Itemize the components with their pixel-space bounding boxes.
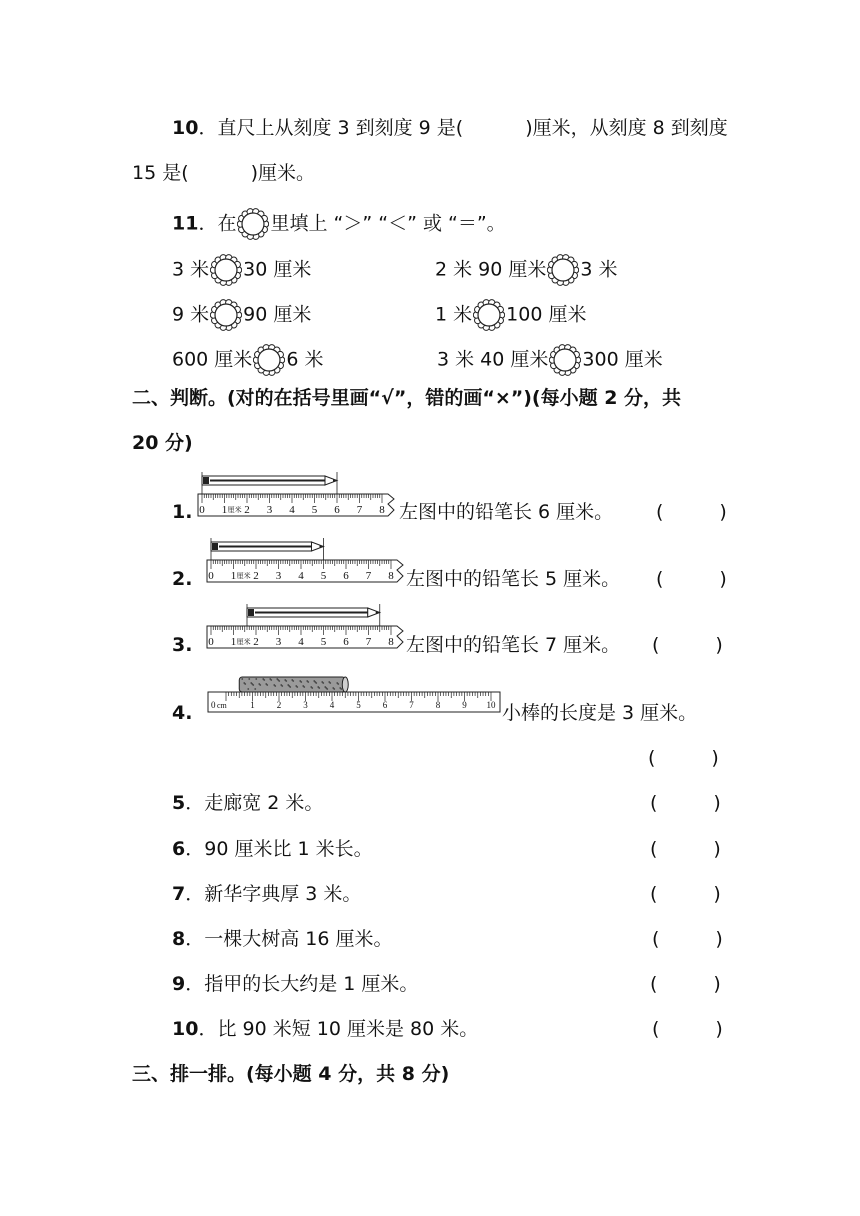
svg-text:7: 7 bbox=[409, 700, 414, 710]
q10-line2 bbox=[132, 160, 315, 186]
flower-circle-icon[interactable] bbox=[253, 344, 285, 376]
q11-intro-b: 里填上 “＞” “＜” 或 “＝”。 bbox=[270, 212, 506, 235]
svg-text:3: 3 bbox=[275, 636, 282, 648]
answer-paren[interactable]: ( ) bbox=[650, 792, 721, 814]
svg-text:cm: cm bbox=[217, 701, 227, 710]
svg-text:厘米: 厘米 bbox=[227, 506, 242, 514]
q10-line1 bbox=[172, 115, 728, 141]
svg-text:4: 4 bbox=[289, 504, 295, 516]
q11-item-2 bbox=[435, 254, 618, 286]
svg-text:0: 0 bbox=[208, 570, 214, 582]
q10-number: 10 bbox=[172, 117, 199, 139]
flower-circle-icon[interactable] bbox=[210, 254, 242, 286]
q11-intro bbox=[172, 208, 506, 240]
svg-text:10: 10 bbox=[486, 700, 496, 710]
q11-item-left: 600 厘米 bbox=[172, 348, 253, 371]
q10-text-c: 15 是( bbox=[132, 162, 189, 184]
q11-number: 11 bbox=[172, 212, 199, 235]
judge-item-number: 6 bbox=[172, 838, 186, 860]
judge-item-number: 4. bbox=[172, 702, 193, 724]
svg-text:7: 7 bbox=[365, 636, 372, 648]
svg-text:0: 0 bbox=[208, 636, 214, 648]
q10-text-b: )厘米，从刻度 8 到刻度 bbox=[525, 117, 728, 139]
judge-item-text: ．新华字典厚 3 米。 bbox=[185, 883, 362, 905]
answer-paren[interactable]: ( ) bbox=[652, 1018, 723, 1040]
answer-paren[interactable]: ( ) bbox=[656, 501, 727, 523]
judge-item-6 bbox=[172, 836, 373, 862]
svg-text:6: 6 bbox=[334, 504, 340, 516]
section2-title-line2: 20 分) bbox=[132, 432, 193, 454]
judge-item-10 bbox=[172, 1016, 478, 1042]
ruler-pencil-figure-1 bbox=[196, 468, 401, 524]
q11-item-left: 2 米 90 厘米 bbox=[435, 258, 547, 281]
q11-item-right: 300 厘米 bbox=[582, 348, 663, 371]
judge-item-text: ．走廊宽 2 米。 bbox=[185, 792, 324, 814]
judge-item-number: 9 bbox=[172, 973, 186, 995]
judge-item-text: ．90 厘米比 1 米长。 bbox=[185, 838, 373, 860]
svg-text:5: 5 bbox=[320, 570, 327, 582]
svg-text:5: 5 bbox=[311, 504, 318, 516]
q11-item-6 bbox=[437, 344, 663, 376]
svg-text:4: 4 bbox=[298, 636, 304, 648]
svg-text:6: 6 bbox=[382, 700, 388, 710]
q11-item-right: 90 厘米 bbox=[243, 303, 312, 326]
svg-text:8: 8 bbox=[388, 570, 394, 582]
svg-text:2: 2 bbox=[253, 636, 259, 648]
judge-item-number: 1. bbox=[172, 501, 193, 523]
q11-item-4 bbox=[435, 299, 586, 331]
answer-paren[interactable]: ( ) bbox=[650, 883, 721, 905]
svg-text:3: 3 bbox=[303, 700, 308, 710]
q10-text-a: ．直尺上从刻度 3 到刻度 9 是( bbox=[198, 117, 464, 139]
judge-item-text: ．指甲的长大约是 1 厘米。 bbox=[185, 973, 419, 995]
judge-item-5 bbox=[172, 790, 323, 816]
svg-text:厘米: 厘米 bbox=[236, 638, 251, 646]
answer-paren[interactable]: ( ) bbox=[656, 568, 727, 590]
svg-text:6: 6 bbox=[343, 636, 349, 648]
flower-circle-icon[interactable] bbox=[210, 299, 242, 331]
flower-circle-icon[interactable] bbox=[547, 254, 579, 286]
answer-paren[interactable]: ( ) bbox=[650, 973, 721, 995]
judge-item-text: 小棒的长度是 3 厘米。 bbox=[502, 702, 698, 724]
judge-item-number: 5 bbox=[172, 792, 186, 814]
svg-text:8: 8 bbox=[388, 636, 394, 648]
svg-text:3: 3 bbox=[275, 570, 282, 582]
svg-text:7: 7 bbox=[365, 570, 372, 582]
q11-item-right: 100 厘米 bbox=[506, 303, 587, 326]
q11-item-3 bbox=[172, 299, 311, 331]
judge-item-text: 左图中的铅笔长 5 厘米。 bbox=[406, 568, 621, 590]
judge-item-number: 8 bbox=[172, 928, 186, 950]
flower-circle-icon[interactable] bbox=[549, 344, 581, 376]
answer-paren[interactable]: ( ) bbox=[648, 747, 719, 769]
q11-item-left: 1 米 bbox=[435, 303, 473, 326]
answer-paren[interactable]: ( ) bbox=[652, 634, 723, 656]
ruler-stick-figure-4 bbox=[206, 675, 504, 719]
svg-text:6: 6 bbox=[343, 570, 349, 582]
flower-circle-icon[interactable] bbox=[473, 299, 505, 331]
judge-item-7 bbox=[172, 881, 361, 907]
svg-text:3: 3 bbox=[266, 504, 273, 516]
judge-item-8 bbox=[172, 926, 393, 952]
svg-text:9: 9 bbox=[462, 700, 467, 710]
q11-item-right: 30 厘米 bbox=[243, 258, 312, 281]
judge-item-number: 7 bbox=[172, 883, 186, 905]
q11-item-right: 3 米 bbox=[580, 258, 618, 281]
svg-text:7: 7 bbox=[356, 504, 363, 516]
svg-text:8: 8 bbox=[435, 700, 441, 710]
judge-item-text: ．一棵大树高 16 厘米。 bbox=[185, 928, 393, 950]
q11-item-left: 9 米 bbox=[172, 303, 210, 326]
q10-text-d: )厘米。 bbox=[250, 162, 316, 184]
q11-item-left: 3 米 40 厘米 bbox=[437, 348, 549, 371]
svg-text:4: 4 bbox=[298, 570, 304, 582]
answer-paren[interactable]: ( ) bbox=[652, 928, 723, 950]
ruler-pencil-figure-2 bbox=[205, 534, 410, 590]
svg-text:2: 2 bbox=[276, 700, 282, 710]
svg-text:1: 1 bbox=[221, 504, 228, 516]
svg-text:8: 8 bbox=[379, 504, 385, 516]
judge-item-9 bbox=[172, 971, 418, 997]
svg-text:0: 0 bbox=[199, 504, 205, 516]
svg-text:4: 4 bbox=[329, 700, 335, 710]
judge-item-number: 3. bbox=[172, 634, 193, 656]
judge-item-number: 2. bbox=[172, 568, 193, 590]
svg-text:2: 2 bbox=[253, 570, 259, 582]
svg-text:5: 5 bbox=[320, 636, 327, 648]
judge-item-text: 左图中的铅笔长 7 厘米。 bbox=[406, 634, 621, 656]
q11-item-left: 3 米 bbox=[172, 258, 210, 281]
section2-title-line1: 二、判断。(对的在括号里画“√”，错的画“×”)(每小题 2 分，共 bbox=[132, 387, 682, 409]
flower-circle-icon bbox=[237, 208, 269, 240]
judge-item-text: ．比 90 米短 10 厘米是 80 米。 bbox=[198, 1018, 479, 1040]
judge-item-text: 左图中的铅笔长 6 厘米。 bbox=[399, 501, 614, 523]
svg-text:0: 0 bbox=[211, 700, 216, 710]
q11-intro-a: ．在 bbox=[198, 212, 237, 235]
svg-text:1: 1 bbox=[230, 636, 237, 648]
q11-item-right: 6 米 bbox=[286, 348, 324, 371]
q11-item-1 bbox=[172, 254, 311, 286]
svg-text:1: 1 bbox=[250, 700, 255, 710]
q11-item-5 bbox=[172, 344, 323, 376]
section3-title: 三、排一排。(每小题 4 分，共 8 分) bbox=[132, 1063, 450, 1085]
judge-item-number: 10 bbox=[172, 1018, 199, 1040]
answer-paren[interactable]: ( ) bbox=[650, 838, 721, 860]
ruler-pencil-figure-3 bbox=[205, 600, 410, 656]
svg-text:2: 2 bbox=[244, 504, 250, 516]
svg-text:1: 1 bbox=[230, 570, 237, 582]
svg-text:5: 5 bbox=[356, 700, 361, 710]
svg-text:厘米: 厘米 bbox=[236, 572, 251, 580]
